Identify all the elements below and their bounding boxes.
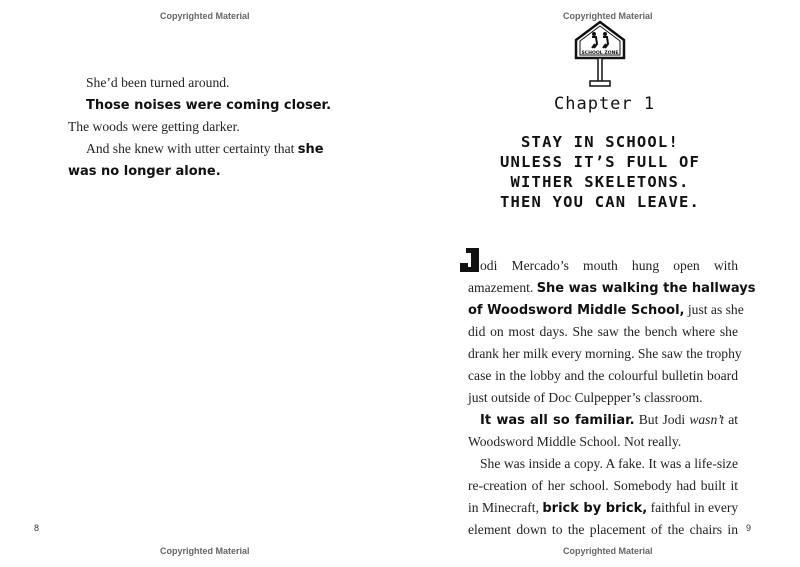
text-span: She’d been turned around. — [86, 75, 230, 90]
chapter-title-line: STAY IN SCHOOL! — [521, 133, 679, 151]
text-span: faithful in every — [647, 500, 739, 515]
chapter-title-line: WITHER SKELETONS. — [510, 173, 690, 191]
copyright-notice-bottom: Copyrighted Material — [563, 546, 653, 556]
text-span: re-creation of her school. Somebody had built it — [468, 478, 738, 493]
bold-text-span: It was all so familiar. — [480, 413, 635, 428]
text-span: just outside of Doc Culpepper’s classroom. — [468, 390, 703, 405]
bold-text-span: of Woodsword Middle School, — [468, 303, 685, 318]
text-span: just as she — [684, 302, 744, 317]
sign-text: SCHOOL ZONE — [581, 51, 619, 56]
page-number: 8 — [34, 523, 40, 533]
text-line — [86, 138, 324, 161]
page-number: 9 — [746, 523, 752, 533]
text-line — [480, 255, 738, 277]
text-line — [468, 299, 744, 322]
bold-text-span: she — [297, 142, 324, 157]
text-span: amazement. — [468, 280, 537, 295]
text-line — [468, 321, 738, 343]
text-line — [480, 409, 738, 432]
text-span: drank her milk every morning. She saw the trophy — [468, 346, 742, 361]
bold-text-span: was no longer alone. — [68, 164, 221, 179]
text-line — [480, 453, 738, 475]
text-line — [468, 365, 738, 387]
text-line — [468, 343, 742, 365]
drop-cap — [460, 248, 479, 272]
text-span: And she knew with utter certainty that — [86, 141, 298, 156]
right-page — [400, 0, 800, 567]
chapter-number: Chapter 1 — [554, 94, 656, 114]
text-span: element down to the placement of the chairs in — [468, 522, 738, 537]
text-span: case in the lobby and the colourful bulletin board — [468, 368, 738, 383]
bold-text-span: She was walking the hallways — [536, 281, 756, 296]
copyright-notice: Copyrighted Material — [160, 11, 250, 21]
text-line — [468, 497, 738, 520]
text-span: in Minecraft, — [468, 500, 543, 515]
copyright-notice-bottom: Copyrighted Material — [160, 546, 250, 556]
text-line — [86, 72, 229, 94]
text-line — [86, 94, 331, 117]
text-line — [468, 387, 703, 409]
chapter-title-line: UNLESS IT’S FULL OF — [499, 153, 701, 171]
bold-text-span: brick by brick, — [542, 501, 648, 516]
text-line — [468, 431, 681, 453]
text-span: at — [724, 412, 739, 427]
text-line — [68, 116, 240, 138]
chapter-title-line: THEN YOU CAN LEAVE. — [499, 193, 701, 211]
copyright-notice: Copyrighted Material — [563, 11, 653, 21]
text-span: The woods were getting darker. — [68, 119, 240, 134]
bold-text-span: Those noises were coming closer. — [86, 98, 332, 113]
text-span: But Jodi — [634, 412, 690, 427]
text-span: wasn’t — [689, 412, 725, 427]
text-line — [468, 277, 756, 300]
text-line — [468, 519, 738, 541]
school-zone-sign-icon — [574, 20, 626, 88]
text-span: Woodsword Middle School. Not really. — [468, 434, 682, 449]
text-line — [468, 475, 738, 497]
text-span: did on most days. She saw the bench where she — [468, 324, 738, 339]
text-span: She was inside a copy. A fake. It was a life-size — [480, 456, 738, 471]
text-line — [68, 160, 221, 183]
text-span: odi Mercado’s mouth hung open with — [480, 258, 738, 273]
